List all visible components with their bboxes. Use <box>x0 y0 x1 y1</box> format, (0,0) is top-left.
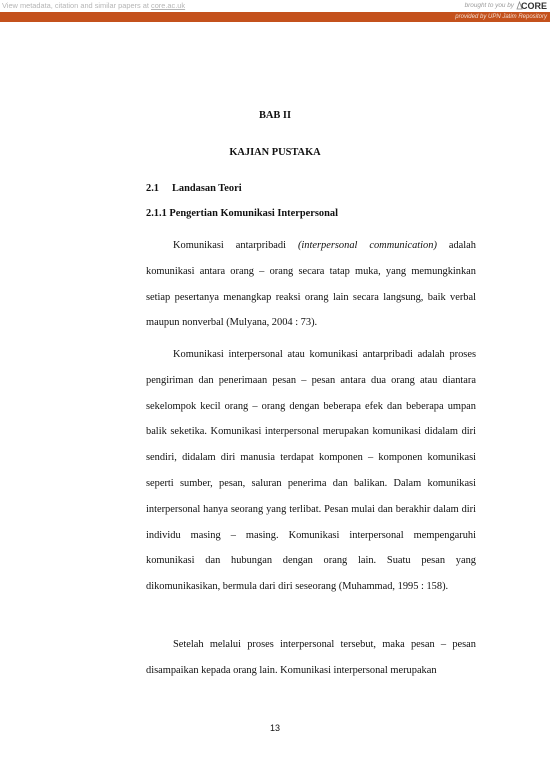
repository-banner <box>0 12 550 22</box>
paragraph-text: Komunikasi antarpribadi <box>173 240 298 251</box>
paragraph <box>146 632 476 684</box>
paragraph <box>146 233 476 336</box>
metadata-text: View metadata, citation and similar papers at <box>2 1 151 10</box>
page-number: 13 <box>269 723 280 733</box>
section-title: Landasan Teori <box>172 183 242 194</box>
section-number: 2.1 <box>146 183 159 194</box>
subsection-number: 2.1.1 <box>146 208 167 219</box>
subsection-title: Pengertian Komunikasi Interpersonal <box>169 208 338 219</box>
core-ac-uk-link[interactable]: core.ac.uk <box>151 1 186 10</box>
paragraph-text: Komunikasi interpersonal atau komunikasi antarpribadi adalah proses pengiriman dan penerimaan pesan – pesan antara dua orang atau diantara sekelompok kecil orang – orang dengan beberapa efek dan beberapa umpan balik seketika. Komunikasi interpersonal merupakan komunikasi didalam diri sendiri, didalam diri manusia terdapat komponen – komponen komunikasi seperti sumber, pesan, saluran penerima dan balikan. Dalam komunikasi interpersonal hanya seorang yang terlibat. Pesan mulai dan berakhir dalam diri individu masing – masing. Komunikasi interpersonal mempengaruhi komunikasi dan hubungan dengan orang lain. Suatu pesan yang dikomunikasikan, bermula dari diri seseorang (Muhammad, 1995 : 158). <box>146 349 476 593</box>
chapter-heading: BAB II <box>258 110 292 121</box>
brought-by-text: brought to you by <box>464 2 514 9</box>
core-header-bar <box>0 0 550 12</box>
paragraph <box>146 342 476 600</box>
core-logo-link[interactable]: CORE <box>520 1 547 11</box>
paragraph-text: adalah komunikasi antara orang – orang secara tatap muka, yang memungkinkan setiap pesertanya menangkap reaksi orang lain secara langsung, baik verbal maupun nonverbal (Mulyana, 2004 : 73). <box>146 240 476 329</box>
subsection-heading <box>146 208 338 219</box>
paragraph-italic-term: (interpersonal communication) <box>297 240 437 251</box>
chapter-title: KAJIAN PUSTAKA <box>229 147 321 158</box>
provided-by-link[interactable]: provided by UPN Jatim Repository <box>455 14 547 20</box>
metadata-notice <box>2 0 185 12</box>
paragraph-text: Setelah melalui proses interpersonal tersebut, maka pesan – pesan disampaikan kepada orang lain. Komunikasi interpersonal merupakan <box>146 639 476 676</box>
section-heading <box>146 183 242 194</box>
